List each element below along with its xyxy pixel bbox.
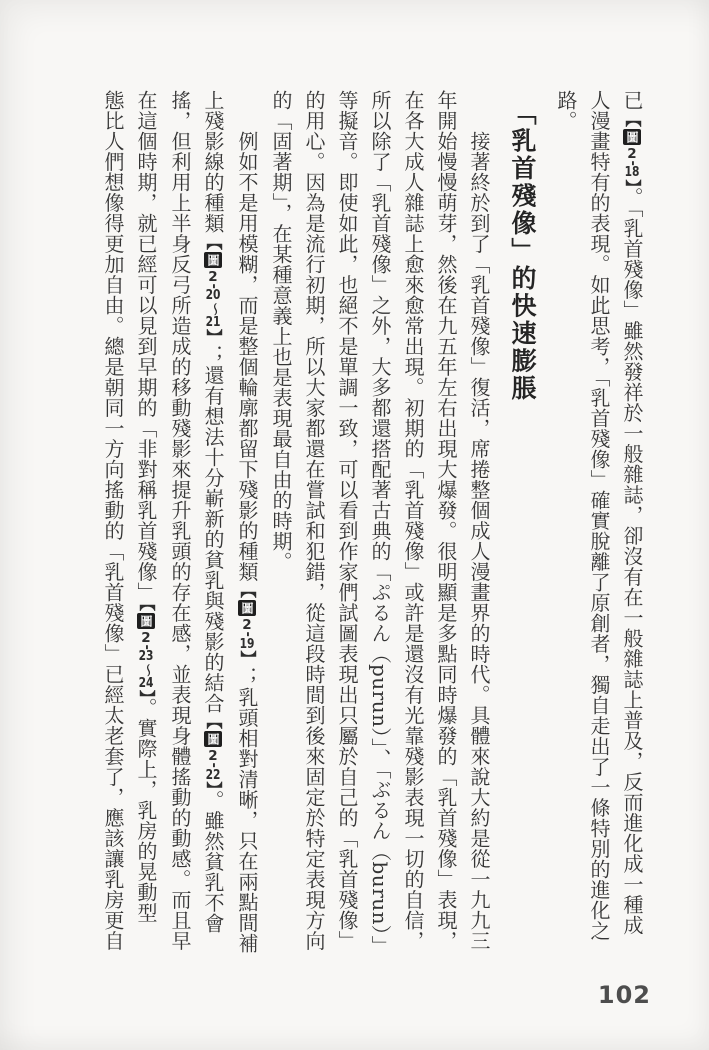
text-column — [549, 90, 582, 962]
figure-number: 18 — [624, 165, 640, 179]
figure-number-separator: - — [240, 631, 255, 637]
text-column — [230, 90, 264, 962]
text-run: 搖，但利用上半身反弓所造成的移動殘影來提升乳頭的存在感，並表現身體搖動的動感。而且早 — [168, 90, 192, 951]
text-column — [96, 90, 129, 962]
text-run: ；還有想法十分嶄新的貧乳與殘影的結合 — [201, 344, 225, 714]
figure-number-separator: - — [206, 762, 221, 769]
figure-number: 2 — [208, 749, 218, 763]
section-heading: 「乳首殘像」的快速膨脹 — [508, 100, 537, 403]
figure-icon: 圖 — [139, 614, 153, 627]
figure-number: 2 — [208, 269, 218, 283]
figure-reference: 【圖2-20～21】 — [204, 233, 223, 345]
figure-icon: 圖 — [206, 253, 220, 266]
figure-icon: 圖 — [625, 130, 639, 143]
text-run: 上殘影線的種類 — [201, 90, 225, 234]
text-column — [396, 90, 429, 962]
figure-number: 21 — [205, 314, 221, 329]
text-run: 的「固著期」，在某種意義上也是表現最自由的時期。 — [269, 90, 293, 572]
text-run: 年開始慢慢萌芽，然後在九五年左右出現大爆發。很明顯是多點同時爆發的「乳首殘像」表現， — [434, 90, 458, 951]
figure-number: 23 — [138, 649, 154, 663]
text-column — [363, 90, 396, 962]
text-column — [264, 90, 297, 962]
text-run: 人漫畫特有的表現。如此思考，「乳首殘像」確實脫離了原創者，獨自走出了一條特別的進化之 — [587, 90, 611, 941]
page-text — [96, 90, 649, 962]
figure-number-separator: ～ — [206, 301, 221, 315]
text-run: 接著終於到了「乳首殘像」復活，席捲整個成人漫畫界的時代。具體來說大約是從一九九三 — [467, 131, 491, 951]
figure-number-separator: ～ — [139, 662, 154, 676]
text-run: 在各大成人雜誌上愈來愈常出現。初期的「乳首殘像」或許是還沒有光靠殘影表現一切的自信， — [401, 90, 425, 951]
figure-number: 19 — [239, 636, 255, 651]
figure-number: 2 — [242, 618, 252, 632]
figure-number-separator: - — [139, 644, 154, 650]
text-run: 已 — [620, 90, 644, 111]
text-column — [615, 90, 649, 962]
figure-number: 20 — [205, 288, 221, 302]
figure-number: 22 — [205, 768, 221, 782]
text-run: 等擬音。即使如此，也絕不是單調一致，可以看到作家們試圖表現出只屬於自己的「乳首殘像」 — [335, 90, 359, 951]
text-run: 在這個時期，就已經可以見到早期的「非對稱乳首殘像」 — [134, 90, 158, 603]
text-run: 。雖然貧乳不會 — [201, 789, 225, 934]
figure-reference: 【圖2-18】 — [623, 110, 642, 187]
figure-icon: 圖 — [206, 733, 220, 746]
figure-number: 2 — [627, 146, 637, 160]
text-run: ；乳頭相對清晰，只在兩點間補 — [235, 666, 259, 954]
text-column — [129, 90, 163, 962]
text-column — [462, 90, 495, 962]
text-run: 態比人們想像得更加自由。總是朝同一方向搖動的「乳首殘像」已經太老套了，應該讓乳房更自 — [101, 90, 125, 951]
text-run: 例如不是用模糊，而是整個輪廓都留下殘影的種類 — [235, 131, 259, 582]
text-run: 所以除了「乳首殘像」之外，大多都還搭配著古典的「ぷるん（purun）」、「ぶるん（burun）」 — [368, 90, 392, 957]
page-number: 102 — [597, 981, 651, 1009]
figure-reference: 【圖2-22】 — [204, 713, 223, 790]
text-run: 路。 — [554, 90, 578, 131]
text-run: 。「乳首殘像」雖然發祥於一般雜誌，卻沒有在一般雜誌上普及，反而進化成一種成 — [620, 186, 644, 936]
figure-number: 24 — [138, 675, 154, 690]
figure-number: 2 — [141, 630, 151, 644]
text-column — [429, 90, 462, 962]
figure-reference: 【圖2-19】 — [238, 582, 257, 667]
text-column — [582, 90, 615, 962]
text-column — [163, 90, 196, 962]
figure-number-separator: - — [206, 283, 221, 289]
text-column — [330, 90, 363, 962]
text-run: 。實際上，乳房的晃動型 — [134, 697, 158, 923]
text-run: 的用心。因為是流行初期，所以大家都還在嘗試和犯錯，從這段時間到後來固定於特定表現方向 — [302, 90, 326, 951]
figure-icon: 圖 — [240, 602, 254, 614]
figure-number-separator: - — [625, 160, 640, 166]
text-column — [196, 90, 230, 962]
figure-reference: 【圖2-23～24】 — [137, 602, 156, 698]
text-column — [297, 90, 330, 962]
